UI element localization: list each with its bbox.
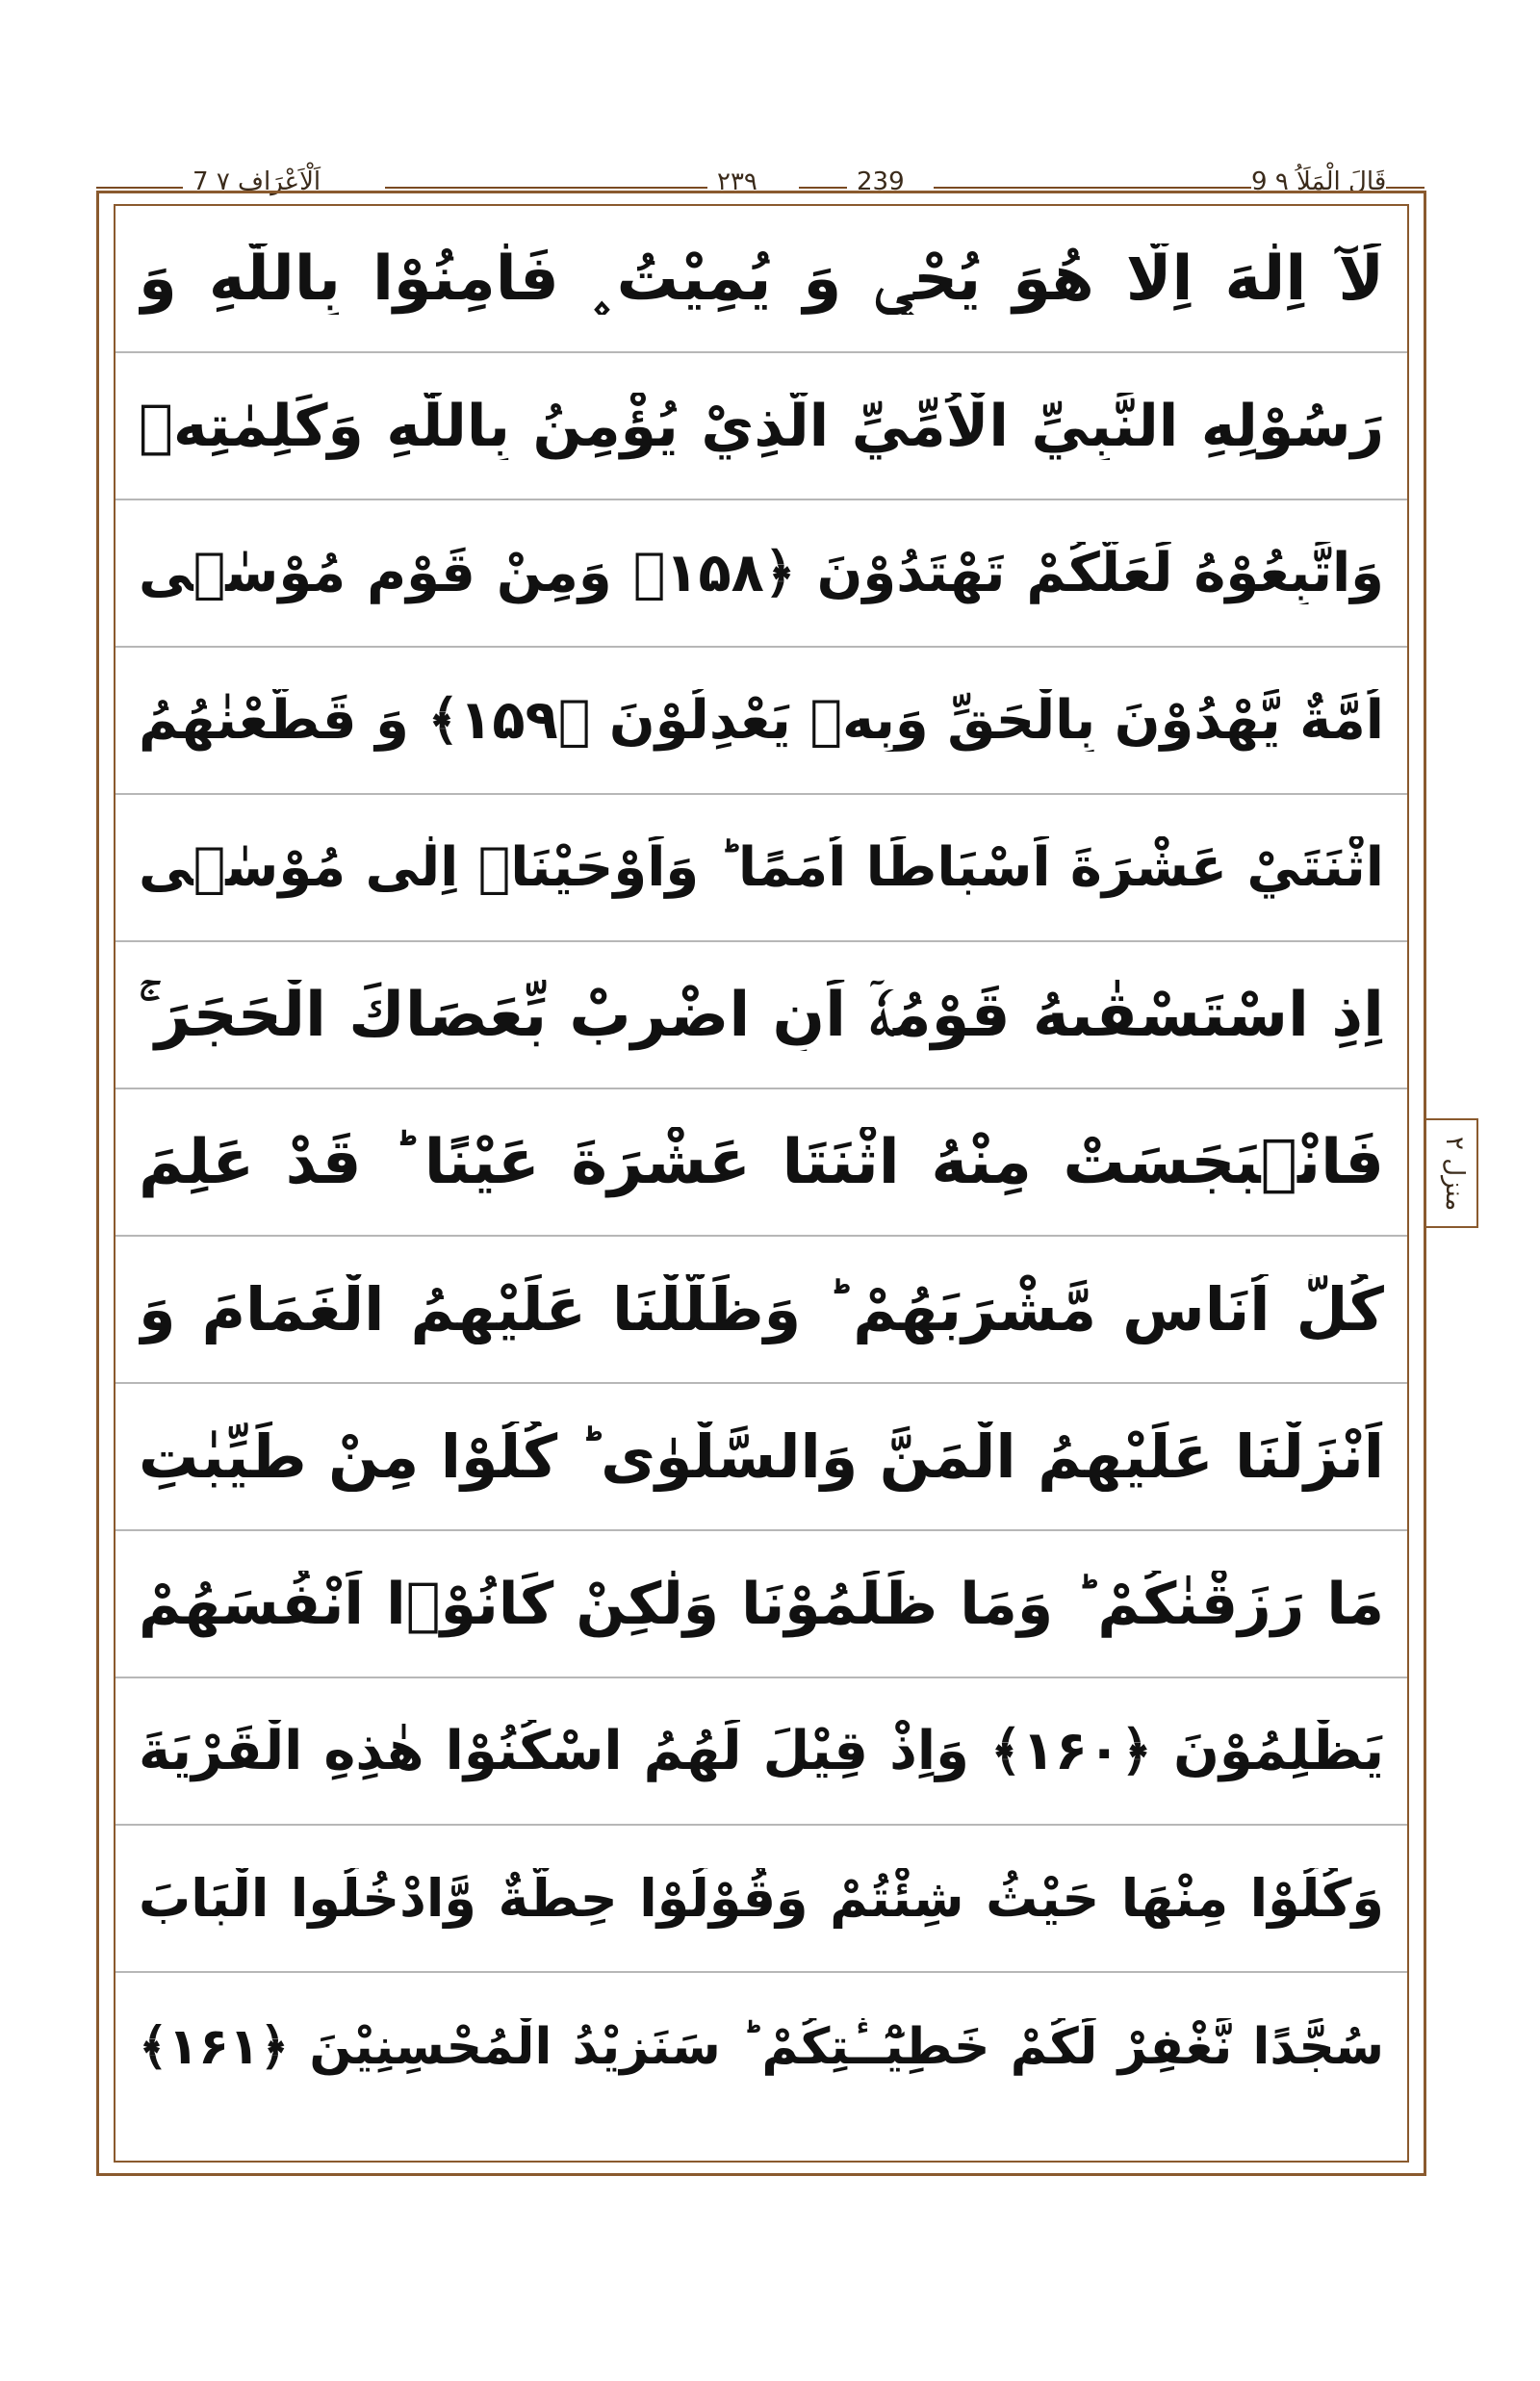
verse-text: كُلُّ اُنَاسٍ مَّشْرَبَهُمْ ؕ وَظَلَّلْنَا عَلَيْهِمُ الْغَمَامَ وَ — [139, 1274, 1384, 1344]
manzil-label: منزل ۲ — [1440, 1137, 1469, 1212]
header-rule — [1386, 187, 1424, 189]
verse-text: سُجَّدًا نَّغْفِرْ لَكُمْ خَطِيْٓــٰٔتِكُمْ ؕ سَنَزِيْدُ الْمُحْسِنِيْنَ ﴿۱۶۱﴾ — [139, 2017, 1384, 2076]
verse-line — [116, 1531, 1407, 1678]
header-rule — [799, 187, 847, 189]
verse-line — [116, 795, 1407, 942]
verse-text: مَا رَزَقْنٰكُمْ ؕ وَمَا ظَلَمُوْنَا وَلٰكِنْ كَانُوْۤا اَنْفُسَهُمْ — [139, 1570, 1384, 1638]
juz-name: 9 قَالَ الْمَلَاُ ۹ — [1251, 167, 1387, 196]
verse-line — [116, 1237, 1407, 1384]
verse-line — [116, 1678, 1407, 1826]
verse-line — [116, 1089, 1407, 1237]
verse-text: اثْنَتَيْ عَشْرَةَ اَسْبَاطًا اُمَمًا ؕ وَاَوْحَيْنَاۤ اِلٰى مُوْسٰۤى — [139, 836, 1384, 899]
verse-text: يَظْلِمُوْنَ ﴿۱۶۰﴾ وَاِذْ قِيْلَ لَهُمُ اسْكُنُوْا هٰذِهِ الْقَرْيَةَ — [139, 1720, 1384, 1782]
verse-line — [116, 1384, 1407, 1531]
header-rule — [96, 187, 183, 189]
page-number: 239 — [857, 167, 905, 196]
header-rule — [385, 187, 707, 189]
verse-text: اِذِ اسْتَسْقٰىهُ قَوْمُهٗۤ اَنِ اضْرِبْ بِّعَصَاكَ الْحَجَرَ ۚ — [139, 979, 1384, 1051]
verse-text: فَانْۢبَجَسَتْ مِنْهُ اثْنَتَا عَشْرَةَ عَيْنًا ؕ قَدْ عَلِمَ — [139, 1126, 1384, 1198]
verse-line — [116, 206, 1407, 353]
verse-line — [116, 500, 1407, 648]
verse-line — [116, 1826, 1407, 1973]
page-number-arabic: ۲۳۹ — [717, 167, 757, 196]
verse-line — [116, 942, 1407, 1089]
verse-text: لَآ اِلٰهَ اِلَّا هُوَ يُحْيٖ وَ يُمِيْتُ ۪ فَاٰمِنُوْا بِاللّٰهِ وَ — [139, 243, 1384, 315]
verse-line — [116, 648, 1407, 795]
verse-text: رَسُوْلِهِ النَّبِيِّ الْاُمِّيِّ الَّذِيْ يُؤْمِنُ بِاللّٰهِ وَكَلِمٰتِهٖ — [139, 392, 1384, 460]
verse-text: وَاتَّبِعُوْهُ لَعَلَّكُمْ تَهْتَدُوْنَ ﴿۱۵۸﴾ وَمِنْ قَوْمِ مُوْسٰۤى — [139, 542, 1384, 604]
verse-text: اَنْزَلْنَا عَلَيْهِمُ الْمَنَّ وَالسَّلْوٰى ؕ كُلُوْا مِنْ طَيِّبٰتِ — [139, 1421, 1384, 1492]
verse-line — [116, 353, 1407, 500]
header-rule — [934, 187, 1251, 189]
verse-text: وَكُلُوْا مِنْهَا حَيْثُ شِئْتُمْ وَقُوْلُوْا حِطَّةٌ وَّادْخُلُوا الْبَابَ — [139, 1868, 1384, 1929]
verse-line — [116, 1973, 1407, 2120]
surah-name: 7 اَلْاَعْرَاف ۷ — [192, 167, 321, 196]
verse-text: اُمَّةٌ يَّهْدُوْنَ بِالْحَقِّ وَبِهٖ يَعْدِلُوْنَ ﴿۱۵۹﴾ وَ قَطَّعْنٰهُمُ — [139, 689, 1384, 752]
